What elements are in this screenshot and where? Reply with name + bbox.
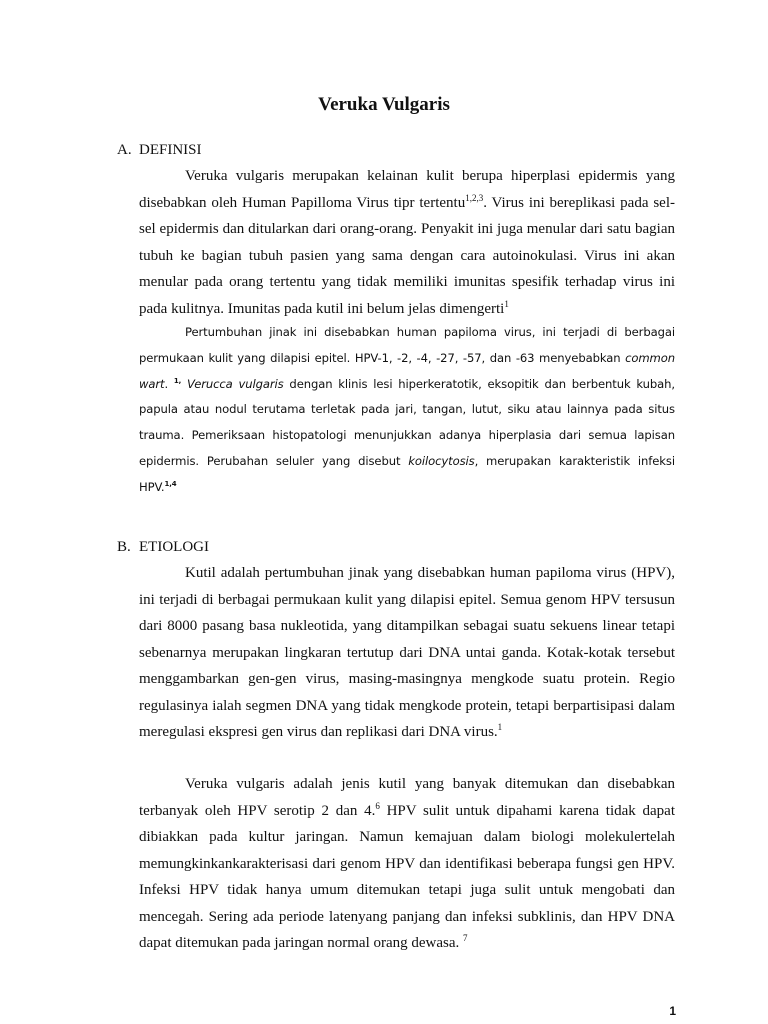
- citation-sup: 6: [375, 800, 380, 811]
- etiologi-text-3: HPV sulit untuk dipahami karena tidak dapat dibiakkan pada kultur jaringan. Namun kemajuan dalam biologi molekulertelah memungkinkankarakterisasi dari genom HPV dan identifikasi beberapa fungsi gen HPV. Infeksi HPV tidak hanya umum ditemukan tetapi juga sulit untuk mengobati dan mencegah. Sering ada periode latenyang panjang dan infeksi subklinis, dan HPV DNA dapat ditemukan pada jaringan normal orang dewasa.: [139, 802, 675, 951]
- etiologi-text-1: Kutil adalah pertumbuhan jinak yang disebabkan human papiloma virus (HPV), ini terjadi di berbagai permukaan kulit yang dilapisi epitel. Semua genom HPV tersusun dari 8000 pasang basa nukleotida, yang ditampilkan sebagai suatu sekuens linear tetapi sebenarnya merupakan lingkaran tertutup dari DNA untai ganda. Kotak-kotak tersebut menggambarkan gen-gen virus, masing-masingnya mengkode suatu protein. Regio regulasinya ialah segmen DNA yang tidak mengkode protein, tetapi berpartisipasi dalam meregulasi ekspresi gen virus dan replikasi dari DNA virus.: [139, 565, 675, 740]
- quote-text-1: Pertumbuhan jinak ini disebabkan human papiloma virus, ini terjadi di berbagai permukaan kulit yang dilapisi epitel. HPV-1, -2, -4, -27, -57, dan -63 menyebabkan: [139, 325, 675, 365]
- quote-text-2: .: [164, 376, 174, 391]
- quote-italic-3: koilocytosis: [408, 453, 475, 468]
- quote-text-3: dengan klinis lesi hiperkeratotik, eksopitik dan berbentuk kubah, papula atau nodul terutama terletak pada jari, tangan, lutut, siku atau lainnya pada situs trauma. Pemeriksaan histopatologi menunjukkan adanya hiperplasia dari semua lapisan epidermis. Perubahan seluler yang disebut: [139, 376, 675, 468]
- citation-sup: 1: [504, 298, 509, 309]
- etiologi-paragraph-2: [139, 771, 675, 957]
- citation-sup: 1,: [173, 376, 182, 385]
- page-number: 1: [669, 1004, 676, 1018]
- quote-italic-2: Verucca vulgaris: [181, 376, 284, 391]
- etiologi-text-2: Veruka vulgaris adalah jenis kutil yang banyak ditemukan dan disebabkan terbanyak oleh HPV serotip 2 dan 4.: [139, 776, 675, 819]
- section-a-title: DEFINISI: [139, 142, 202, 158]
- quote-text-4: , merupakan karakteristik infeksi HPV.: [139, 453, 675, 494]
- page-title: Veruka Vulgaris: [318, 94, 450, 115]
- section-a-heading: [117, 140, 202, 160]
- citation-sup: 1,2,3: [465, 192, 484, 203]
- quote-italic-1: common wart: [139, 350, 675, 391]
- citation-sup: 1,4: [164, 479, 177, 488]
- citation-sup: 1: [497, 722, 503, 732]
- definisi-text-2: . Virus ini bereplikasi pada sel-sel epidermis dan ditularkan dari orang-orang. Penyakit ini juga menular dari satu bagian tubuh ke bagian tubuh pasien yang sama dengan cara autoinokulasi. Virus ini akan menular pada orang tertentu yang tidak memiliki imunitas spesifik terhadap virus ini pada kulitnya. Imunitas pada kutil ini belum jelas dimengerti: [139, 194, 676, 317]
- definisi-quote-paragraph: [139, 320, 675, 501]
- section-b-heading: [117, 537, 209, 557]
- definisi-paragraph: [139, 163, 675, 322]
- section-b-title: ETIOLOGI: [139, 539, 209, 555]
- etiologi-paragraph-1: [139, 560, 675, 746]
- citation-sup: 7: [463, 933, 468, 943]
- definisi-text-1: Veruka vulgaris merupakan kelainan kulit berupa hiperplasi epidermis yang disebabkan oleh Human Papilloma Virus tipr tertentu: [139, 168, 675, 211]
- section-a-letter: A.: [117, 142, 132, 158]
- section-b-letter: B.: [117, 539, 131, 555]
